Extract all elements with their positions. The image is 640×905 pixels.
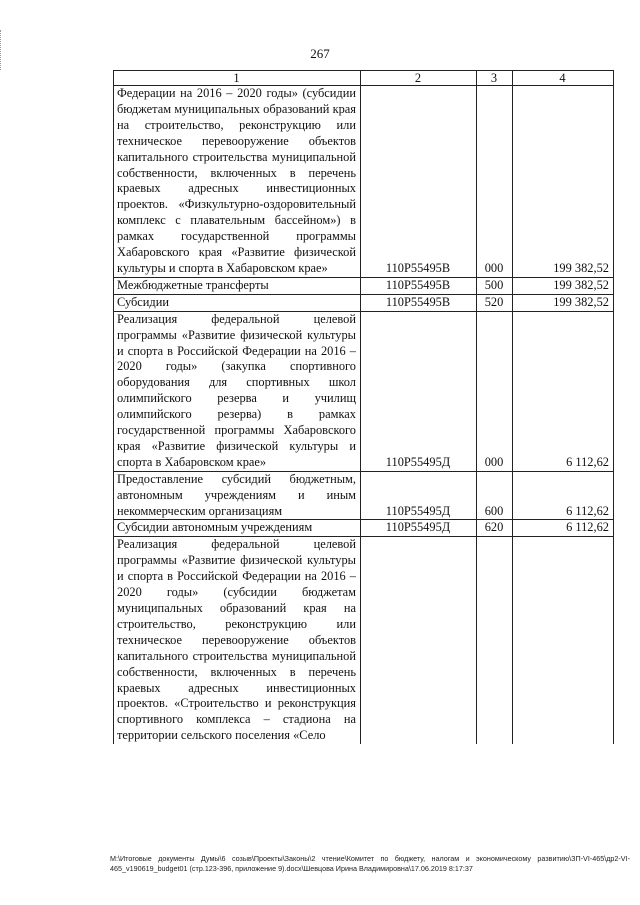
row-name: Федерации на 2016 – 2020 годы» (субсидии бюджетам муниципальных образований края на строительство, реконструкцию или техническое перевооружение объектов капитального строительства муниципальной собственности, включенных в перечень краевых адресных инвестиционных проектов. «Физкультурно-оздоровительный комплекс с плавательным бассейном») в рамках государственной программы Хабаровского края «Развитие физической культуры и спорта в Хабаровском крае» (114, 86, 361, 278)
budget-table (113, 70, 614, 744)
row-type: 620 (477, 520, 513, 537)
row-amount: 6 112,62 (513, 520, 614, 537)
header-col-2: 2 (361, 71, 477, 86)
row-type (477, 537, 513, 744)
table-row (114, 471, 614, 520)
row-code: 110P55495Д (361, 520, 477, 537)
row-name: Реализация федеральной целевой программы «Развитие физической культуры и спорта в Российской Федерации на 2016 – 2020 годы» (закупка спортивного оборудования для спортивных школ олимпийского резерва и училищ олимпийского резерва) в рамках государственной программы Хабаровского края «Развитие физической культуры и спорта в Хабаровском крае» (114, 311, 361, 471)
table-row (114, 537, 614, 744)
row-code: 110P55495Д (361, 311, 477, 471)
row-amount: 6 112,62 (513, 471, 614, 520)
header-col-3: 3 (477, 71, 513, 86)
row-code: 110P55495B (361, 86, 477, 278)
row-amount: 6 112,62 (513, 311, 614, 471)
row-type: 000 (477, 86, 513, 278)
row-name: Субсидии (114, 294, 361, 311)
row-type: 520 (477, 294, 513, 311)
row-amount: 199 382,52 (513, 277, 614, 294)
table-row (114, 277, 614, 294)
row-type: 000 (477, 311, 513, 471)
document-footer-path: M:\Итоговые документы Думы\6 созыв\Проекты\Законы\2 чтение\Комитет по бюджету, налогам и экономическому развитию\ЗП-VI-465\др2-VI-465_v190619_budget01 (стр.123-396, приложение 9).docx\Шевцова Ирина Владимировна\17.06.2019 8:17:37 (110, 854, 630, 873)
row-name: Субсидии автономным учреждениям (114, 520, 361, 537)
header-col-4: 4 (513, 71, 614, 86)
row-name: Предоставление субсидий бюджетным, автономным учреждениям и иным некоммерческим организациям (114, 471, 361, 520)
row-name: Межбюджетные трансферты (114, 277, 361, 294)
row-code: 110P55495Д (361, 471, 477, 520)
row-type: 600 (477, 471, 513, 520)
row-code: 110P55495B (361, 294, 477, 311)
row-amount: 199 382,52 (513, 294, 614, 311)
page-number: 267 (310, 46, 330, 61)
table-row (114, 520, 614, 537)
table-row (114, 311, 614, 471)
table-header-row (114, 71, 614, 86)
row-name: Реализация федеральной целевой программы «Развитие физической культуры и спорта в Российской Федерации на 2016 – 2020 годы» (субсидии бюджетам муниципальных образований края на строительство, реконструкцию или техническое перевооружение объектов капитального строительства муниципальной собственности, включенных в перечень краевых адресных инвестиционных проектов. «Строительство и реконструкция спортивного комплекса – стадиона на территории сельского поселения «Село (114, 537, 361, 744)
row-type: 500 (477, 277, 513, 294)
table-row (114, 86, 614, 278)
table-row (114, 294, 614, 311)
row-code (361, 537, 477, 744)
header-col-1: 1 (114, 71, 361, 86)
row-amount: 199 382,52 (513, 86, 614, 278)
row-amount (513, 537, 614, 744)
row-code: 110P55495B (361, 277, 477, 294)
